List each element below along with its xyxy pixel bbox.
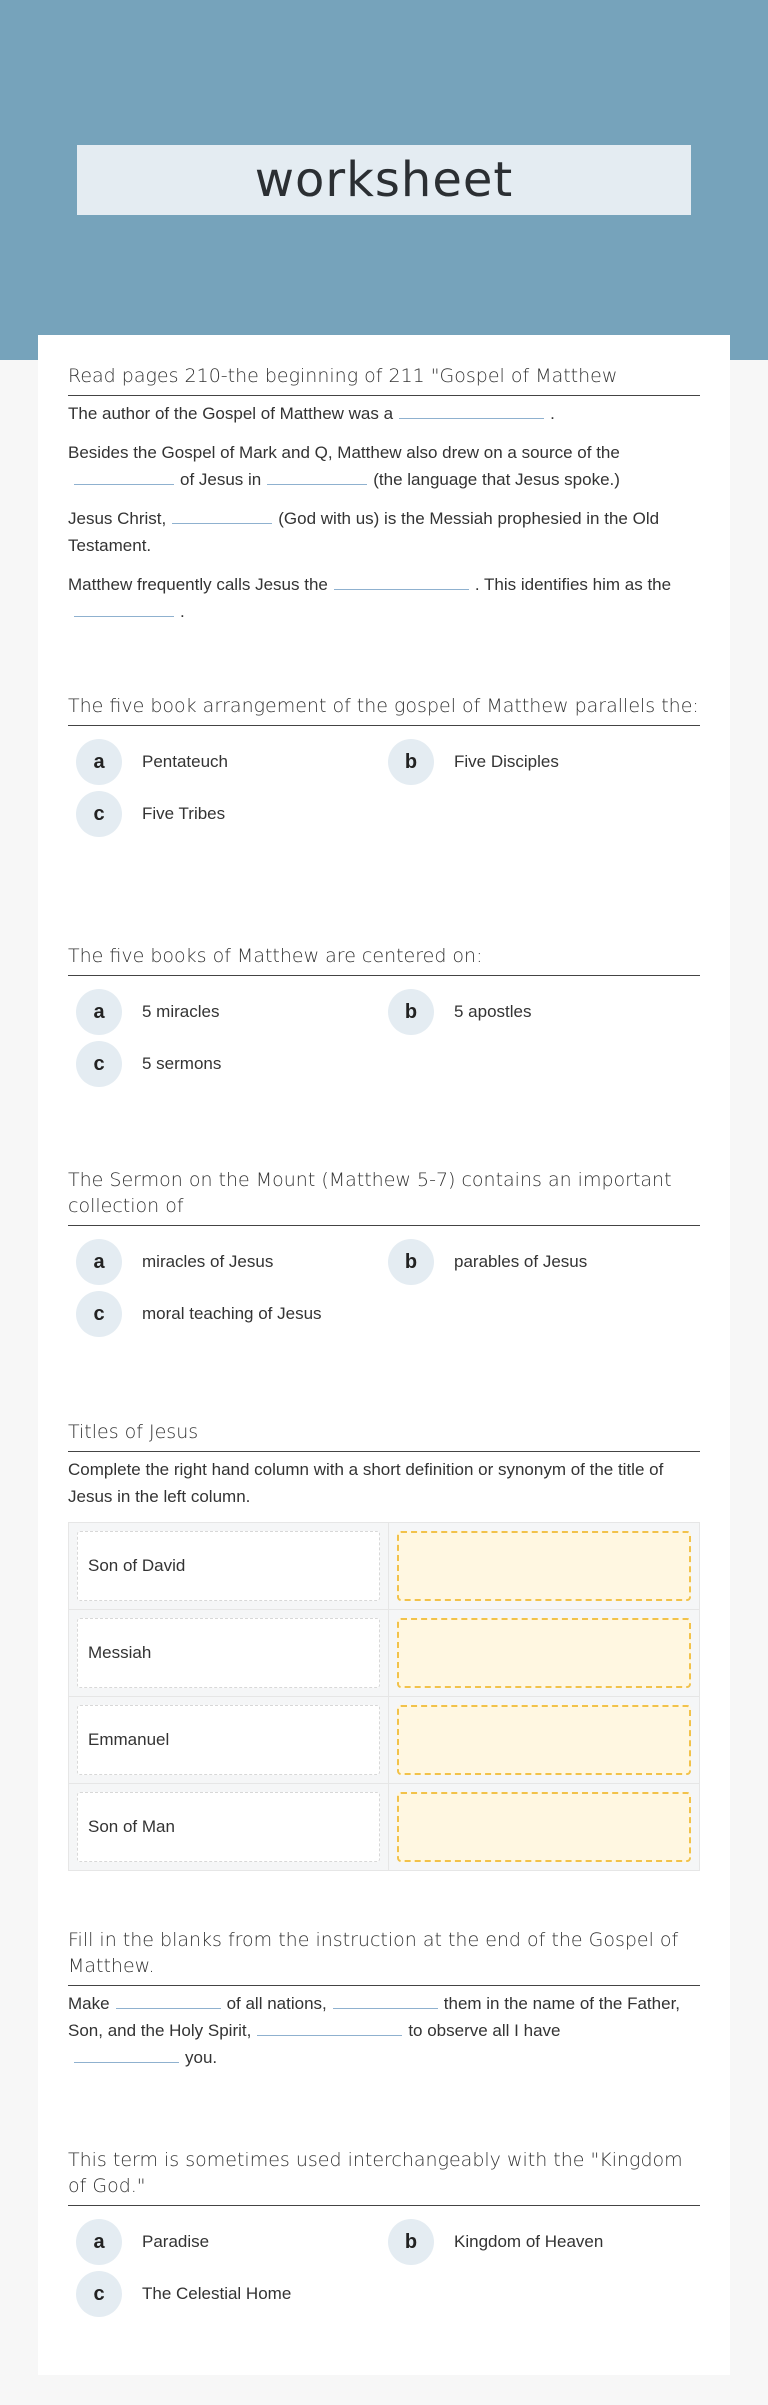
option-letter-bubble: b — [388, 739, 434, 785]
section-great-commission — [68, 1927, 700, 2083]
question-five-books-centered — [68, 943, 700, 1088]
option-label: Five Tribes — [142, 804, 226, 823]
text: them in the name of the Father, Son, and the Holy Spirit, — [68, 1994, 681, 2040]
option-letter-bubble: b — [388, 2219, 434, 2265]
option-label: moral teaching of Jesus — [142, 1304, 322, 1323]
option-letter-bubble: a — [76, 1239, 122, 1285]
option-letter-bubble: a — [76, 739, 122, 785]
table-row — [69, 1697, 699, 1784]
option-label: 5 miracles — [142, 1002, 220, 1021]
blank-input[interactable] — [257, 2017, 402, 2036]
option-letter-bubble: c — [76, 2271, 122, 2317]
text: of Jesus in — [180, 470, 262, 489]
matching-table — [68, 1522, 700, 1871]
blank-input[interactable] — [267, 466, 367, 485]
option-b[interactable] — [380, 2218, 692, 2266]
text: Jesus Christ, — [68, 509, 167, 528]
fill-in-text — [68, 400, 700, 625]
option-c[interactable] — [68, 1040, 380, 1088]
option-letter-bubble: c — [76, 1291, 122, 1337]
blank-input[interactable] — [333, 1990, 438, 2009]
text: (God with us) is the Messiah prophesied in the Old Testament. — [68, 509, 660, 555]
blank-input[interactable] — [74, 598, 174, 617]
question-heading: This term is sometimes used interchangeably with the "Kingdom of God." — [68, 2147, 700, 2206]
question-heading: The five book arrangement of the gospel of Matthew parallels the: — [68, 693, 700, 726]
option-label: parables of Jesus — [454, 1252, 588, 1271]
answer-input[interactable] — [397, 1705, 691, 1775]
title-cell: Son of David — [77, 1531, 380, 1601]
option-label: Five Disciples — [454, 752, 559, 771]
page-title: worksheet — [254, 152, 514, 208]
title-cell: Emmanuel — [77, 1705, 380, 1775]
question-heading: The Sermon on the Mount (Matthew 5-7) contains an important collection of — [68, 1167, 700, 1226]
question-heading: The five books of Matthew are centered on: — [68, 943, 700, 976]
option-letter-bubble: c — [76, 791, 122, 837]
question-sermon-mount — [68, 1167, 700, 1338]
section-heading: Titles of Jesus — [68, 1419, 700, 1452]
option-b[interactable] — [380, 988, 692, 1036]
title-cell: Messiah — [77, 1618, 380, 1688]
option-label: Kingdom of Heaven — [454, 2232, 604, 2251]
question-five-book — [68, 693, 700, 838]
fill-in-text — [68, 1990, 700, 2071]
text: . — [550, 404, 555, 423]
option-a[interactable] — [68, 1238, 380, 1286]
option-label: miracles of Jesus — [142, 1252, 274, 1271]
text: Matthew frequently calls Jesus the — [68, 575, 328, 594]
section-heading: Read pages 210-the beginning of 211 "Gospel of Matthew — [68, 363, 700, 396]
title-box — [77, 145, 691, 215]
text: to observe all I have — [408, 2021, 561, 2040]
option-label: The Celestial Home — [142, 2284, 292, 2303]
option-b[interactable] — [380, 738, 692, 786]
blank-input[interactable] — [172, 505, 272, 524]
blank-input[interactable] — [74, 466, 174, 485]
text: you. — [185, 2048, 218, 2067]
option-letter-bubble: a — [76, 2219, 122, 2265]
answer-input[interactable] — [397, 1531, 691, 1601]
table-row — [69, 1610, 699, 1697]
option-letter-bubble: a — [76, 989, 122, 1035]
section-titles-of-jesus — [68, 1419, 700, 1871]
option-c[interactable] — [68, 790, 380, 838]
option-c[interactable] — [68, 1290, 380, 1338]
text: of all nations, — [226, 1994, 327, 2013]
worksheet-card — [38, 335, 730, 2375]
option-label: 5 sermons — [142, 1054, 222, 1073]
option-letter-bubble: b — [388, 989, 434, 1035]
answer-input[interactable] — [397, 1792, 691, 1862]
text: (the language that Jesus spoke.) — [373, 470, 620, 489]
text: . — [180, 602, 185, 621]
option-c[interactable] — [68, 2270, 380, 2318]
instructions: Complete the right hand column with a short definition or synonym of the title of Jesus in the left column. — [68, 1460, 664, 1506]
text: Besides the Gospel of Mark and Q, Matthew also drew on a source of the — [68, 443, 620, 462]
text: Make — [68, 1994, 110, 2013]
option-label: Pentateuch — [142, 752, 229, 771]
answer-input[interactable] — [397, 1618, 691, 1688]
question-kingdom — [68, 2147, 700, 2318]
option-letter-bubble: c — [76, 1041, 122, 1087]
option-b[interactable] — [380, 1238, 692, 1286]
title-cell: Son of Man — [77, 1792, 380, 1862]
blank-input[interactable] — [74, 2044, 179, 2063]
table-row — [69, 1784, 699, 1870]
option-a[interactable] — [68, 2218, 380, 2266]
option-a[interactable] — [68, 738, 380, 786]
text: . This identifies him as the — [474, 575, 672, 594]
text: The author of the Gospel of Matthew was a — [68, 404, 394, 423]
blank-input[interactable] — [334, 571, 469, 590]
option-a[interactable] — [68, 988, 380, 1036]
option-letter-bubble: b — [388, 1239, 434, 1285]
blank-input[interactable] — [399, 400, 544, 419]
option-label: 5 apostles — [454, 1002, 532, 1021]
section-reading — [68, 363, 700, 637]
section-heading: Fill in the blanks from the instruction at the end of the Gospel of Matthew. — [68, 1927, 700, 1986]
blank-input[interactable] — [116, 1990, 221, 2009]
option-label: Paradise — [142, 2232, 210, 2251]
table-row — [69, 1523, 699, 1610]
